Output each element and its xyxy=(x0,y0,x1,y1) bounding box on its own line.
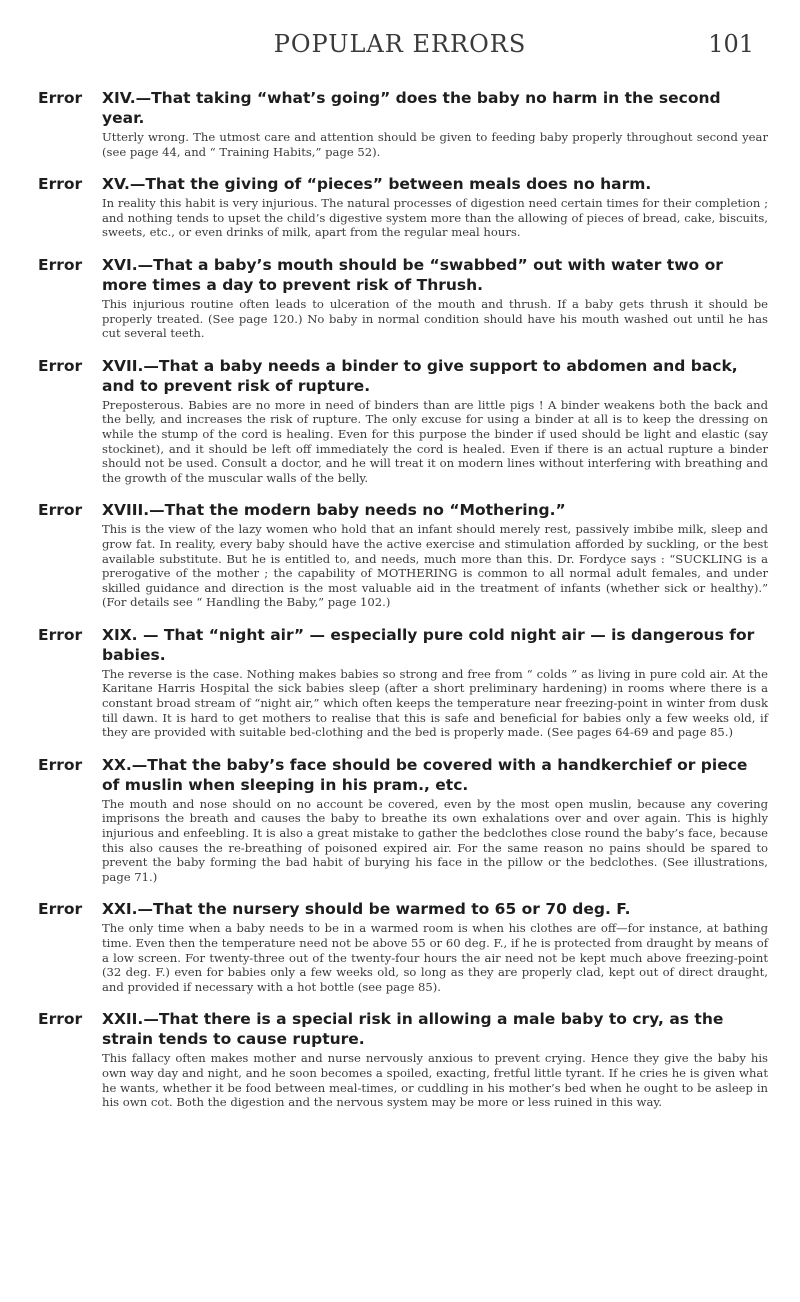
error-label: Error xyxy=(38,175,83,194)
error-label: Error xyxy=(38,625,83,644)
error-list xyxy=(38,88,768,1125)
error-heading: XXI.—That the nursery should be warmed to 65 or 70 deg. F. xyxy=(102,900,631,919)
error-heading: XVII.—That a baby needs a binder to give support to abdomen and back, and to prevent risk of rupture. xyxy=(102,356,738,395)
error-heading: XIX. — That “night air” — especially pure cold night air — is dangerous for babies. xyxy=(102,625,755,664)
error-heading: XVI.—That a baby’s mouth should be “swabbed” out with water two or more times a day to prevent risk of Thrush. xyxy=(102,255,723,294)
error-label: Error xyxy=(38,356,83,375)
error-entry-xviii xyxy=(38,500,768,610)
error-entry-xxii xyxy=(38,1009,768,1109)
error-label: Error xyxy=(38,1010,83,1029)
error-label: Error xyxy=(38,900,83,919)
error-explanation: This is the view of the lazy women who hold that an infant should merely rest, passively imbibe milk, sleep and grow fat. In reality, every baby should have the active exercise and stimulation afforded by suckling, or the best available substitute. But he is entitled to, and needs, much more than this. Dr. Fordyce says : “SUCKLING is a prerogative of the mother ; the capability of MOTHERING is common to all normal adult females, and under skilled guidance and direction is the most valuable aid in the treatment of infants (whether sick or healthy).” (For details see “ Handling the Baby,” page 102.) xyxy=(102,522,768,610)
error-label: Error xyxy=(38,255,83,274)
error-explanation: In reality this habit is very injurious. The natural processes of digestion need certain times for their completion ; and nothing tends to upset the child’s digestive system more than the allowing of pieces of bread, cake, biscuits, sweets, etc., or even drinks of milk, apart from the regular meal hours. xyxy=(102,196,768,240)
page-number: 101 xyxy=(708,30,754,58)
error-entry-xxi xyxy=(38,899,768,994)
error-entry-xx xyxy=(38,755,768,885)
error-entry-xix xyxy=(38,625,768,740)
error-heading: XX.—That the baby’s face should be covered with a handkerchief or piece of muslin when sleeping in his pram., etc. xyxy=(102,755,748,794)
error-explanation: The reverse is the case. Nothing makes babies so strong and free from “ colds ” as living in pure cold air. At the Karitane Harris Hospital the sick babies sleep (after a short preliminary hardening) in rooms where there is a constant broad stream of “night air,” which often keeps the temperature near freezing-point in winter from dusk till dawn. It is hard to get mothers to realise that this is safe and beneficial for babies only a few weeks old, if they are provided with suitable bed-clothing and the bed is properly made. (See pages 64-69 and page 85.) xyxy=(102,666,768,740)
error-entry-xvii xyxy=(38,356,768,486)
error-label: Error xyxy=(38,89,83,107)
error-explanation: This fallacy often makes mother and nurse nervously anxious to prevent crying. Hence they give the baby his own way day and night, and he soon becomes a spoiled, exacting, fretful little tyrant. If he cries he is given what he wants, whether it be food between meal-times, or cuddling in his mother’s bed when he ought to be asleep in his own cot. Both the digestion and the nervous system may be more or less ruined in this way. xyxy=(102,1051,768,1110)
error-explanation: The mouth and nose should on no account be covered, even by the most open muslin, because any covering imprisons the breath and causes the baby to breathe its own exhalations over and over again. This is highly injurious and enfeebling. It is also a great mistake to gather the bedclothes close round the baby’s face, because this also causes the re-breathing of poisoned expired air. For the same reason no pains should be spared to prevent the baby forming the bad habit of burying his face in the pillow or the bedclothes. (See illustrations, page 71.) xyxy=(102,796,768,884)
error-heading: XXII.—That there is a special risk in allowing a male baby to cry, as the strain tends to cause rupture. xyxy=(102,1010,724,1049)
error-heading: XVIII.—That the modern baby needs no “Mothering.” xyxy=(102,501,566,520)
error-explanation: This injurious routine often leads to ulceration of the mouth and thrush. If a baby gets thrush it should be properly treated. (See page 120.) No baby in normal condition should have his mouth washed out until he has cut several teeth. xyxy=(102,296,768,341)
error-entry-xvi xyxy=(38,255,768,341)
running-head-title: POPULAR ERRORS xyxy=(273,30,527,58)
running-head xyxy=(0,30,800,70)
error-explanation: Utterly wrong. The utmost care and attention should be given to feeding baby properly throughout second year (see page 44, and “ Training Habits,” page 52). xyxy=(102,130,768,159)
error-heading: XIV.—That taking “what’s going” does the baby no harm in the second year. xyxy=(102,89,721,127)
error-label: Error xyxy=(38,755,83,774)
error-entry-xv xyxy=(38,174,768,240)
error-label: Error xyxy=(38,501,83,520)
error-explanation: The only time when a baby needs to be in a warmed room is when his clothes are off—for instance, at bathing time. Even then the temperature need not be above 55 or 60 deg. F., if he is protected from draught by means of a low screen. For twenty-three out of the twenty-four hours the air need not be kept much above freezing-point (32 deg. F.) even for babies only a few weeks old, so long as they are properly clad, kept out of direct draught, and provided if necessary with a hot bottle (see page 85). xyxy=(102,921,768,994)
error-entry-xiv xyxy=(38,88,768,159)
error-explanation: Preposterous. Babies are no more in need of binders than are little pigs ! A binder weakens both the back and the belly, and increases the risk of rupture. The only excuse for using a binder at all is to keep the dressing on while the stump of the cord is healing. Even for this purpose the binder if used should be light and elastic (say stockinet), and it should be left off immediately the cord is healed. Even if there is an actual rupture a binder should not be used. Consult a doctor, and he will treat it on modern lines without interfering with breathing and the growth of the muscular walls of the belly. xyxy=(102,397,768,485)
error-heading: XV.—That the giving of “pieces” between meals does no harm. xyxy=(102,175,652,194)
